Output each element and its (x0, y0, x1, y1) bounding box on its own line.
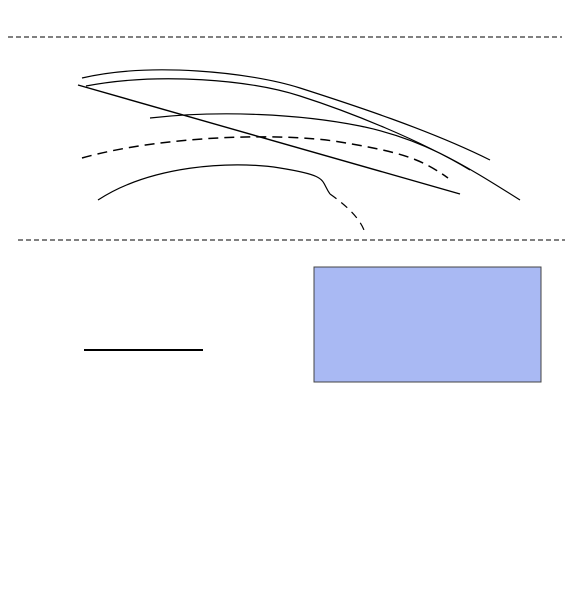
pial-surface-line-1 (82, 70, 490, 160)
cortex-drawing (78, 70, 520, 230)
chart-plot-area (314, 267, 541, 382)
pial-surface-line-2 (86, 79, 470, 170)
layer-3-boundary (150, 114, 520, 200)
layer-4a-boundary-dashed (82, 137, 448, 178)
layer-4c-boundary-dashed (330, 194, 364, 230)
layer-4c-boundary (98, 165, 330, 200)
electrode-track (78, 85, 460, 194)
orientation-chart (314, 267, 541, 382)
